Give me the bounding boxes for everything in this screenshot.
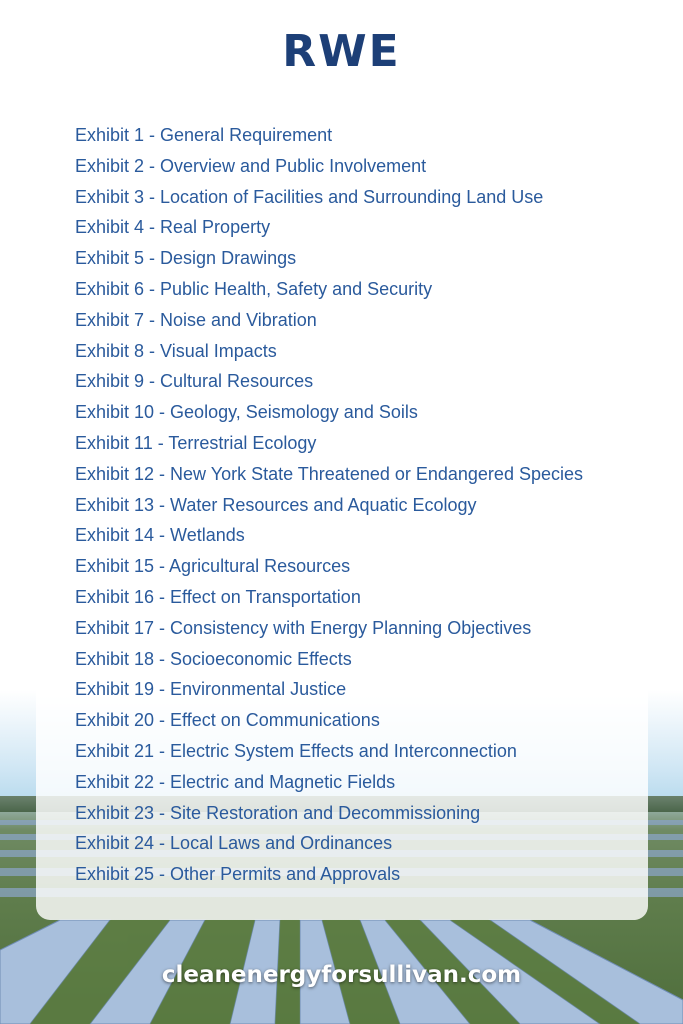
exhibit-item: Exhibit 19 - Environmental Justice xyxy=(75,679,347,700)
exhibit-item: Exhibit 23 - Site Restoration and Decommissioning xyxy=(75,802,481,823)
exhibit-item: Exhibit 5 - Design Drawings xyxy=(75,248,297,269)
exhibit-item: Exhibit 18 - Socioeconomic Effects xyxy=(75,648,352,669)
exhibit-item: Exhibit 16 - Effect on Transportation xyxy=(75,586,361,607)
exhibit-item: Exhibit 1 - General Requirement xyxy=(75,125,333,145)
exhibit-item: Exhibit 25 - Other Permits and Approvals xyxy=(75,864,401,885)
exhibit-item: Exhibit 2 - Overview and Public Involvement xyxy=(75,155,427,176)
exhibit-item: Exhibit 7 - Noise and Vibration xyxy=(75,309,317,330)
exhibit-item: Exhibit 13 - Water Resources and Aquatic Ecology xyxy=(75,494,477,515)
exhibit-item: Exhibit 9 - Cultural Resources xyxy=(75,371,314,392)
exhibit-item: Exhibit 8 - Visual Impacts xyxy=(75,340,277,361)
website-url[interactable]: cleanenergyforsullivan.com xyxy=(161,962,522,988)
exhibit-item: Exhibit 17 - Consistency with Energy Planning Objectives xyxy=(75,617,532,638)
exhibit-item: Exhibit 11 - Terrestrial Ecology xyxy=(75,432,317,453)
rwe-logo: RWE xyxy=(282,26,401,77)
exhibit-item: Exhibit 14 - Wetlands xyxy=(75,525,245,546)
exhibit-item: Exhibit 15 - Agricultural Resources xyxy=(75,556,351,577)
exhibit-item: Exhibit 20 - Effect on Communications xyxy=(75,710,380,731)
exhibit-list xyxy=(75,120,583,890)
exhibit-item: Exhibit 4 - Real Property xyxy=(75,217,271,238)
exhibit-item: Exhibit 6 - Public Health, Safety and Security xyxy=(75,278,433,299)
exhibit-item: Exhibit 3 - Location of Facilities and Surrounding Land Use xyxy=(75,186,544,207)
exhibit-item: Exhibit 22 - Electric and Magnetic Fields xyxy=(75,771,396,792)
exhibit-item: Exhibit 21 - Electric System Effects and Interconnection xyxy=(75,740,517,761)
exhibit-item: Exhibit 10 - Geology, Seismology and Soils xyxy=(75,402,418,423)
exhibit-item: Exhibit 24 - Local Laws and Ordinances xyxy=(75,833,393,854)
exhibit-item: Exhibit 12 - New York State Threatened or Endangered Species xyxy=(75,463,583,484)
